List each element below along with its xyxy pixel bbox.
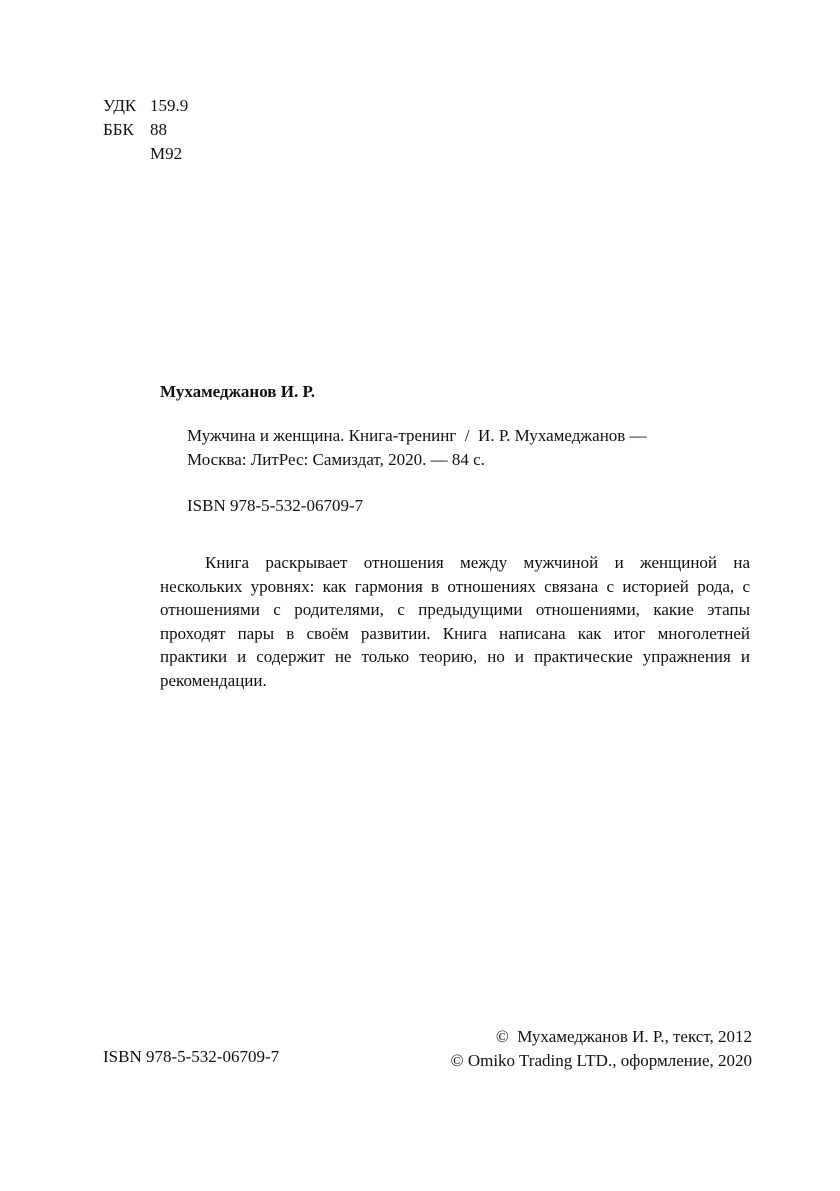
author-mark-row (103, 142, 188, 166)
author-mark-spacer (103, 142, 150, 166)
copyright-design: © Omiko Trading LTD., оформление, 2020 (450, 1051, 752, 1070)
classification-codes (103, 94, 188, 166)
bibliographic-line-title: Мужчина и женщина. Книга-тренинг / И. Р. Мухамеджанов — (187, 426, 647, 445)
copyright-text: © Мухамеджанов И. Р., текст, 2012 (495, 1027, 752, 1046)
udk-label: УДК (103, 96, 137, 115)
footer-isbn: ISBN 978-5-532-06709-7 (103, 1047, 280, 1066)
annotation: Книга раскрывает отношения между мужчиной и женщиной на нескольких уровнях: как гармония в отношениях связана с историей рода, с отношениями с родителями, с предыдущими отношениями, какие этапы проходят пары в своём развитии. Книга написана как итог многолетней практики и содержит не только теорию, но и практические упражнения и рекомендации. (160, 553, 750, 690)
author-heading: Мухамеджанов И. Р. (160, 382, 315, 401)
copyright-block (451, 1025, 752, 1073)
author-mark: М92 (150, 144, 183, 163)
isbn: ISBN 978-5-532-06709-7 (187, 496, 364, 515)
bibliographic-description (187, 424, 647, 472)
bbk-label: ББК (103, 120, 134, 139)
bibliographic-line-publisher: Москва: ЛитРес: Самиздат, 2020. — 84 с. (187, 450, 485, 469)
udk-value: 159.9 (150, 96, 189, 115)
udk-row (103, 94, 188, 118)
bbk-row (103, 118, 188, 142)
bbk-value: 88 (150, 120, 167, 139)
